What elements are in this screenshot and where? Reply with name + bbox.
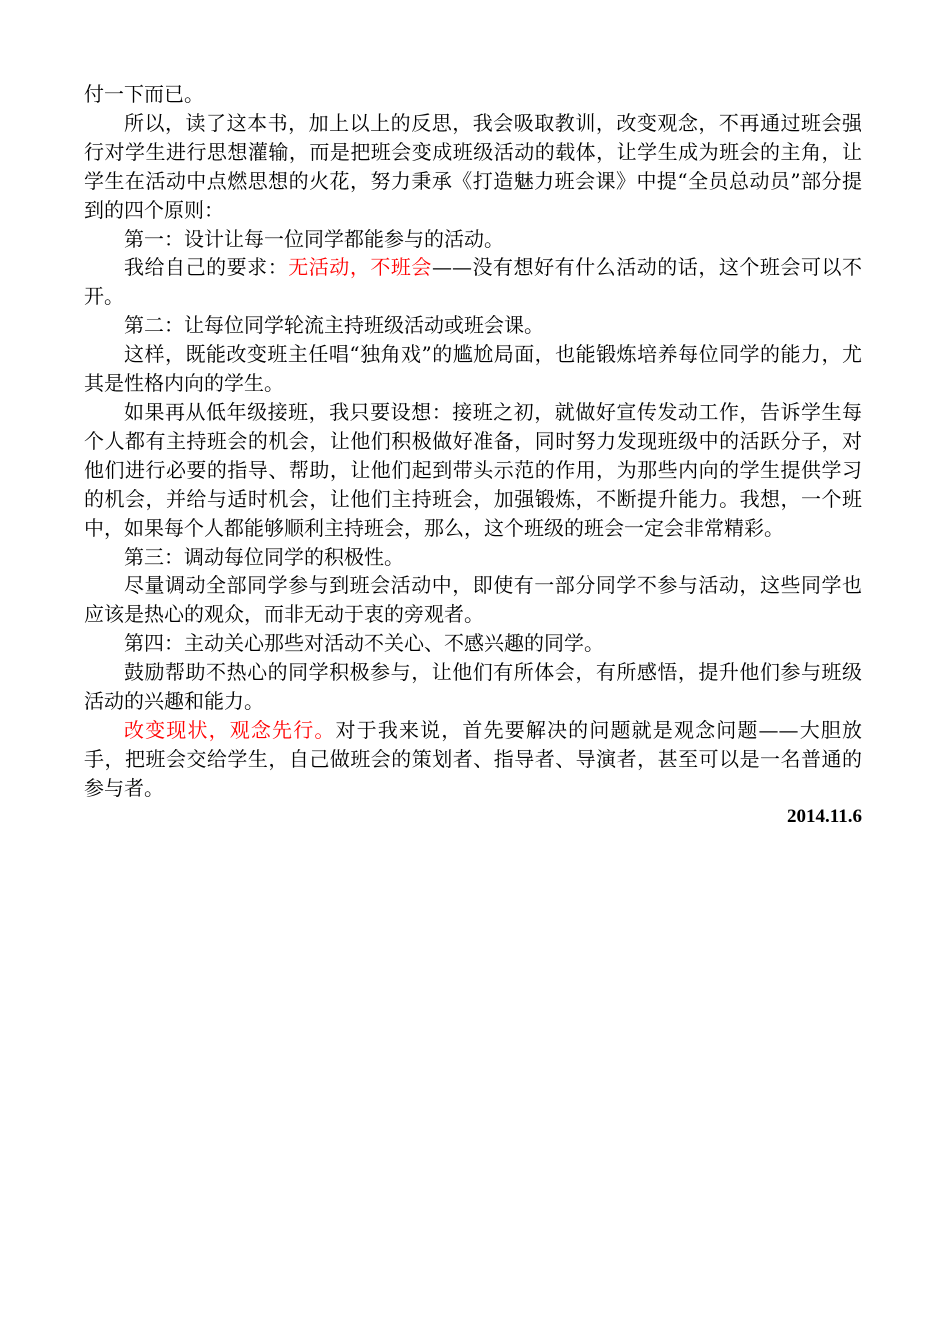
conclusion-text: 对于我来说，首先要解决的问题就是观念问题——大胆放手，把班会交给学生，自己做班会的策划者、指导者、导演者，甚至可以是一名普通的参与者。 <box>84 717 863 800</box>
principle-one: 第一：设计让每一位同学都能参与的活动。 <box>124 226 504 251</box>
requirement-text: ——没有想好有什么活动的话，这个班会可以不开。 <box>84 255 863 309</box>
principle-two: 第二：让每位同学轮流主持班级活动或班会课。 <box>124 313 544 338</box>
paragraph-lower-grade: 如果再从低年级接班，我只要设想：接班之初，就做好宣传发动工作，告诉学生每个人都有主持班会的机会，让他们积极做好准备，同时努力发现班级中的活跃分子，对他们进行必要的指导、帮助，让他们起到带头示范的作用，为那些内向的学生提供学习的机会，并给与适时机会，让他们主持班会，加强锻炼，不断提升能力。我想，一个班中，如果每个人都能够顺利主持班会，那么，这个班级的班会一定会非常精彩。 <box>84 399 862 540</box>
paragraph-principle-four-detail: 鼓励帮助不热心的同学积极参与，让他们有所体会，有所感悟，提升他们参与班级活动的兴趣和能力。 <box>84 660 862 714</box>
document-date: 2014.11.6 <box>787 805 862 827</box>
paragraph-reflection: 所以，读了这本书，加上以上的反思，我会吸取教训，改变观念，不再通过班会强行对学生进行思想灌输，而是把班会变成班级活动的载体，让学生成为班会的主角，让学生在活动中点燃思想的火花，努力秉承《打造魅力班会课》中提“全员总动员”部分提到的四个原则： <box>84 110 862 222</box>
principle-three: 第三：调动每位同学的积极性。 <box>124 544 404 569</box>
paragraph-principle-two-detail: 这样，既能改变班主任唱“独角戏”的尴尬局面，也能锻炼培养每位同学的能力，尤其是性格内向的学生。 <box>84 342 862 396</box>
paragraph-conclusion <box>84 716 862 803</box>
paragraph-self-requirement <box>84 253 862 311</box>
requirement-highlight: 无活动，不班会 <box>288 255 432 280</box>
requirement-prefix: 我给自己的要求： <box>124 255 289 280</box>
paragraph-principle-three-detail: 尽量调动全部同学参与到班会活动中，即使有一部分同学不参与活动，这些同学也应该是热心的观众，而非无动于衷的旁观者。 <box>84 573 862 627</box>
document-body <box>84 80 862 832</box>
principle-four: 第四：主动关心那些对活动不关心、不感兴趣的同学。 <box>124 631 604 656</box>
paragraph-continuation: 付一下而已。 <box>84 82 204 106</box>
conclusion-highlight: 改变现状，观念先行。 <box>124 717 336 742</box>
